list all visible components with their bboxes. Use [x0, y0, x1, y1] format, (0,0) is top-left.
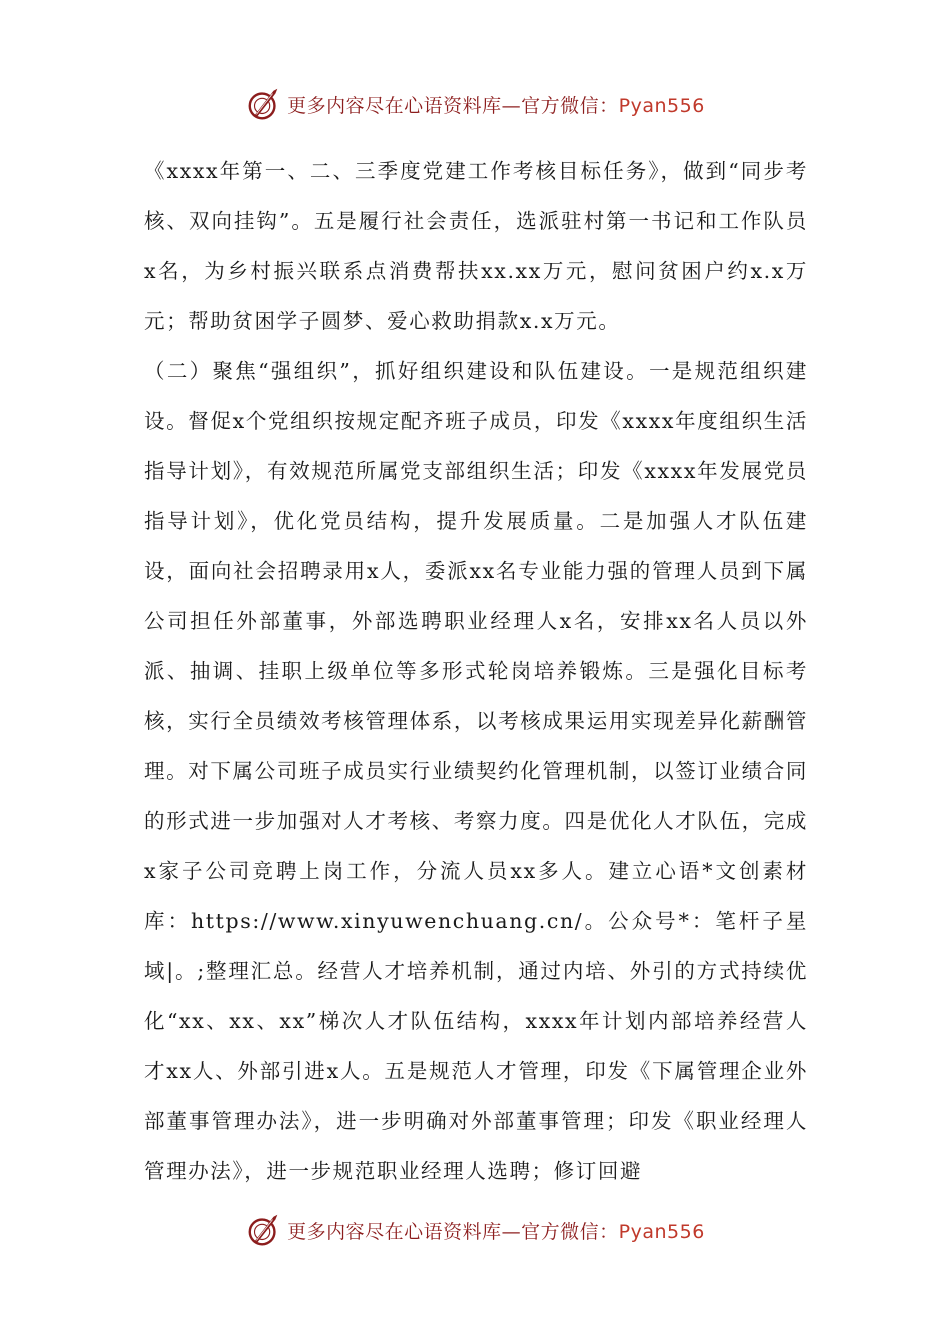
paragraph-1: 《xxxx年第一、二、三季度党建工作考核目标任务》，做到“同步考核、双向挂钩”。五是履行社会责任，选派驻村第一书记和工作队员x名，为乡村振兴联系点消费帮扶xx.xx万元，慰问贫困户约x.x万元；帮助贫困学子圆梦、爱心救助捐款x.x万元。 — [144, 159, 808, 333]
quill-pen-seal-icon — [245, 1211, 283, 1249]
quill-pen-seal-icon — [245, 85, 283, 123]
banner-text: 更多内容尽在心语资料库—官方微信：Pyan556 — [287, 94, 705, 117]
wechat-id: Pyan556 — [618, 1220, 705, 1243]
footer-banner — [0, 1206, 950, 1254]
paragraph-2: （二）聚焦“强组织”，抓好组织建设和队伍建设。一是规范组织建设。督促x个党组织按规定配齐班子成员，印发《xxxx年度组织生活指导计划》，有效规范所属党支部组织生活；印发《xxxx年发展党员指导计划》，优化党员结构，提升发展质量。二是加强人才队伍建设，面向社会招聘录用x人，委派xx名专业能力强的管理人员到下属公司担任外部董事，外部选聘职业经理人x名，安排xx名人员以外派、抽调、挂职上级单位等多形式轮岗培养锻炼。三是强化目标考核，实行全员绩效考核管理体系，以考核成果运用实现差异化薪酬管理。对下属公司班子成员实行业绩契约化管理机制，以签订业绩合同的形式进一步加强对人才考核、考察力度。四是优化人才队伍，完成x家子公司竞聘上岗工作，分流人员xx多人。建立心语*文创素材库：https://www.xinyuwenchuang.cn/。公众号*：笔杆子星域|。;整理汇总。经营人才培养机制，通过内培、外引的方式持续优化“xx、xx、xx”梯次人才队伍结构，xxxx年计划内部培养经营人才xx人、外部引进x人。五是规范人才管理，印发《下属管理企业外部董事管理办法》，进一步明确对外部董事管理；印发《职业经理人管理办法》，进一步规范职业经理人选聘；修订回避 — [144, 359, 808, 1183]
header-banner — [0, 80, 950, 128]
document-body — [144, 146, 808, 1196]
banner-text: 更多内容尽在心语资料库—官方微信：Pyan556 — [287, 1220, 705, 1243]
wechat-id: Pyan556 — [618, 94, 705, 117]
